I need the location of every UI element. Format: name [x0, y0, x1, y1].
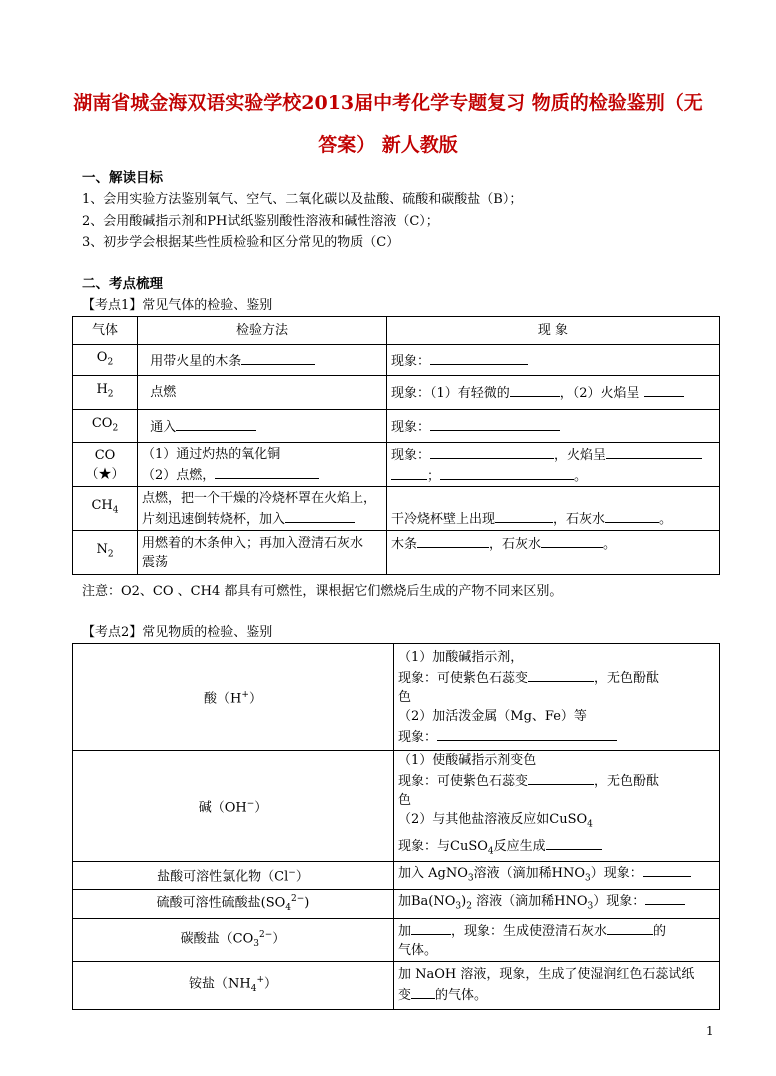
gas-h2: $H_2$ — [73, 376, 138, 410]
method-ch4: 点燃，把一个干燥的冷烧杯罩在火焰上， 片刻迅速倒转烧杯，加入 — [138, 487, 387, 531]
substance-test-table — [72, 643, 720, 1010]
table-row-co — [73, 443, 720, 487]
col-header-method: 检验方法 — [138, 317, 387, 345]
table-row-sulfate — [73, 889, 720, 918]
table-row-chloride — [73, 862, 720, 890]
table-row-n2 — [73, 531, 720, 575]
phenomenon-ch4: 干冷烧杯壁上出现 ，石灰水 。 — [387, 487, 720, 531]
phenomenon-co: 现象： ，火焰呈 ； 。 — [387, 443, 720, 487]
method-co2: 通入 — [138, 410, 387, 443]
section-1-heading: 一、解读目标 — [82, 170, 163, 186]
gas-n2: $N_2$ — [73, 531, 138, 575]
table-row-carbonate — [73, 918, 720, 961]
table-row-h2 — [73, 376, 720, 410]
test-base: （1）使酸碱指示剂变色 现象：可使紫色石蕊变 ，无色酚酞 色 （2）与其他盐溶液反应如CuSO$_4$ 现象：与CuSO$_4$反应生成 — [394, 751, 720, 862]
phenomenon-co2: 现象： — [387, 410, 720, 443]
gas-co: CO （★） — [73, 443, 138, 487]
table-header-row — [73, 317, 720, 345]
test-acid: （1）加酸碱指示剂， 现象：可使紫色石蕊变 ，无色酚酞 色 （2）加活泼金属（Mg、Fe）等 现象： — [394, 644, 720, 751]
substance-ammonium: 铵盐$(NH_4^+)$ — [73, 961, 394, 1009]
gas-o2: $O_2$ — [73, 345, 138, 376]
gas-co2: $CO_2$ — [73, 410, 138, 443]
objective-3: 3、初步学会根据某些性质检验和区分常见的物质（C） — [82, 235, 400, 250]
method-h2: 点燃 — [138, 376, 387, 410]
note: 注意：O2、CO 、CH4 都具有可燃性，课根据它们燃烧后生成的产物不同来区别。 — [82, 584, 563, 599]
table-row-base — [73, 751, 720, 862]
substance-sulfate: 硫酸可溶性硫酸盐$(SO_4^{2-})$ — [73, 889, 394, 918]
objective-2: 2、会用酸碱指示剂和PH试纸鉴别酸性溶液和碱性溶液（C）； — [82, 214, 439, 229]
test-sulfate: 加$Ba(NO_3)_2$ 溶液（滴加稀$HNO_3$）现象： — [394, 889, 720, 918]
test-chloride: 加入 AgNO$_3$溶液（滴加稀$HNO_3$）现象： — [394, 862, 720, 890]
document-title-line-2: 答案） 新人教版 — [318, 134, 458, 156]
gas-test-table — [72, 316, 720, 575]
test-ammonium: 加 NaOH 溶液，现象，生成了使湿润红色石蕊试纸 变 的气体。 — [394, 961, 720, 1009]
document-title-line-1: 湖南省城金海双语实验学校2013届中考化学专题复习 物质的检验鉴别（无 — [73, 92, 703, 114]
substance-chloride: 盐酸可溶性氯化物（Cl−） — [73, 862, 394, 890]
phenomenon-h2: 现象：（1）有轻微的 ，（2）火焰呈 — [387, 376, 720, 410]
section-2-heading: 二、考点梳理 — [82, 276, 163, 292]
table-row-acid — [73, 644, 720, 751]
table-row-ammonium — [73, 961, 720, 1009]
table-row-co2 — [73, 410, 720, 443]
gas-ch4: $CH_4$ — [73, 487, 138, 531]
key-point-1-heading: 【考点1】常见气体的检验、鉴别 — [82, 298, 273, 313]
col-header-gas: 气体 — [73, 317, 138, 345]
substance-acid: 酸（H+） — [73, 644, 394, 751]
method-n2: 用燃着的木条伸入；再加入澄清石灰水 震荡 — [138, 531, 387, 575]
table-row-o2 — [73, 345, 720, 376]
substance-carbonate: 碳酸盐$(CO_3^{2-})$ — [73, 918, 394, 961]
phenomenon-o2: 现象： — [387, 345, 720, 376]
method-o2: 用带火星的木条 — [138, 345, 387, 376]
page-number: 1 — [706, 1024, 714, 1038]
method-co: （1）通过灼热的氧化铜 （2）点燃， — [138, 443, 387, 487]
test-carbonate: 加 ，现象：生成使澄清石灰水 的 气体。 — [394, 918, 720, 961]
phenomenon-n2: 木条 ，石灰水 。 — [387, 531, 720, 575]
key-point-2-heading: 【考点2】常见物质的检验、鉴别 — [82, 625, 273, 640]
substance-base: 碱（OH−） — [73, 751, 394, 862]
objective-1: 1、会用实验方法鉴别氧气、空气、二氧化碳以及盐酸、硫酸和碳酸盐（B）； — [82, 192, 523, 207]
col-header-phenomenon: 现 象 — [387, 317, 720, 345]
table-row-ch4 — [73, 487, 720, 531]
